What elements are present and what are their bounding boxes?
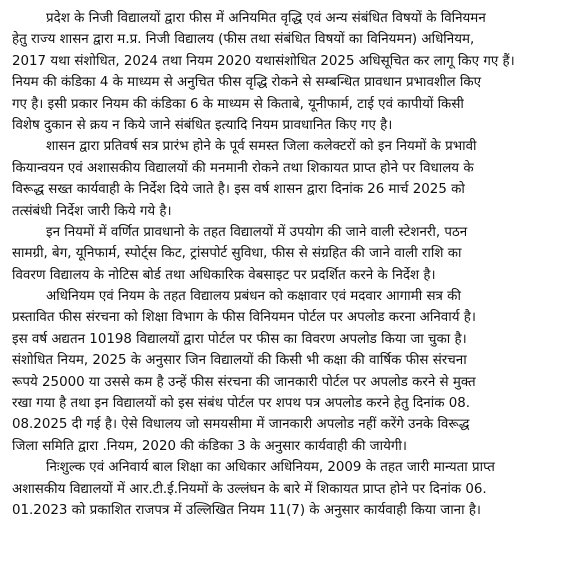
text-line: 2017 यथा संशोधित, 2024 तथा नियम 2020 यथासंशोधित 2025 अधिसूचित कर लागू किए गए हैं। — [12, 53, 515, 69]
text-line: हेतु राज्य शासन द्वारा म.प्र. निजी विद्यालय (फीस तथा संबंधित विषयों का विनियमन) अधिनियम, — [12, 32, 475, 48]
text-line: प्रदेश के निजी विद्यालयों द्वारा फीस में अनियमित वृद्धि एवं अन्य संबंधित विषयों के विनियमन — [46, 11, 486, 26]
text-line: इन नियमों में वर्णित प्रावधानो के तहत विद्यालयों में उपयोग की जाने वाली स्टेशनरी, पठन — [46, 224, 468, 240]
text-line: निःशुल्क एवं अनिवार्य बाल शिक्षा का अधिकार अधिनियम, 2009 के तहत जारी मान्यता प्राप्त — [46, 460, 495, 476]
text-line: नियम की कंडिका 4 के माध्यम से अनुचित फीस वृद्धि रोकने से सम्बन्धित प्रावधान प्रभावशील किए — [12, 75, 482, 91]
text-line: विरूद्ध सख्त कार्यवाही के निर्देश दिये जाते है। इस वर्ष शासन द्वारा दिनांक 26 मार्च 2025 को — [12, 182, 465, 198]
text-line: विवरण विद्यालय के नोटिस बोर्ड तथा अधिकारिक वेबसाइट पर प्रदर्शित करने के निर्देश है। — [12, 267, 436, 283]
text-line: रूपये 25000 या उससे कम है उन्हें फीस संरचना की जानकारी पोर्टल पर अपलोड करने से मुक्त — [12, 374, 476, 390]
text-line: कियान्वयन एवं अशासकीय विद्यालयों की मनमानी रोकने तथा शिकायत प्राप्त होने पर विधालय के — [12, 160, 474, 176]
text-line: जिला समिति द्वारा .नियम, 2020 की कंडिका 3 के अनुसार कार्यवाही की जायेगी। — [12, 438, 407, 454]
text-line: अशासकीय विद्यालयों में आर.टी.ई.नियमों के उल्लंघन के बारे में शिकायत प्राप्त होने पर दिनांक 06. — [12, 481, 487, 497]
text-line: शासन द्वारा प्रतिवर्ष सत्र प्रारंभ होने के पूर्व समस्त जिला कलेक्टरों को इन नियमों के प्रभावी — [46, 139, 477, 155]
text-line: तत्संबंधी निर्देश जारी किये गये है। — [12, 203, 172, 219]
text-line: 01.2023 को प्रकाशित राजपत्र में उल्लिखित नियम 11(7) के अनुसार कार्यवाही किया जाना है। — [12, 502, 482, 518]
paragraph-rte-act — [12, 457, 579, 521]
paragraph-fee-portal — [12, 286, 579, 457]
paragraph-collector-instructions — [12, 136, 579, 222]
text-line: 08.2025 दी गई है। ऐसे विधालय जो समयसीमा में जानकारी अपलोड नहीं करेंगे उनके विरूद्ध — [12, 417, 470, 433]
text-line: अधिनियम एवं नियम के तहत विद्यालय प्रबंधन को कक्षावार एवं मदवार आगामी सत्र की — [46, 289, 461, 305]
text-line: इस वर्ष अद्यतन 10198 विद्यालयों द्वारा पोर्टल पर फीस का विवरण अपलोड किया जा चुका है। — [12, 331, 467, 347]
text-line: सामग्री, बेग, यूनिफार्म, स्पोर्ट्स किट, ट्रांसपोर्ट सुविधा, फीस से संग्रहित की जाने वाली राशि का — [12, 246, 462, 262]
text-line: रखा गया है तथा इन विद्यालयों को इस संबंध पोर्टल पर शपथ पत्र अपलोड करने हेतु दिनांक 08. — [12, 396, 471, 412]
text-line: प्रस्तावित फीस संरचना को शिक्षा विभाग के फीस विनियमन पोर्टल पर अपलोड करना अनिवार्य है। — [12, 310, 476, 326]
text-line: गए है। इसी प्रकार नियम की कंडिका 6 के माध्यम से किताबे, यूनीफार्म, टाई एवं कापीयों किसी — [12, 96, 464, 112]
paragraph-notice-board — [12, 222, 579, 286]
paragraph-fee-regulation — [12, 8, 579, 136]
text-line: संशोधित नियम, 2025 के अनुसार जिन विद्यालयों की किसी भी कक्षा की वार्षिक फीस संरचना — [12, 353, 467, 369]
text-line: विशेष दुकान से क्रय न किये जाने संबंधित इत्यादि नियम प्रावधानित किए गए है। — [12, 117, 393, 133]
